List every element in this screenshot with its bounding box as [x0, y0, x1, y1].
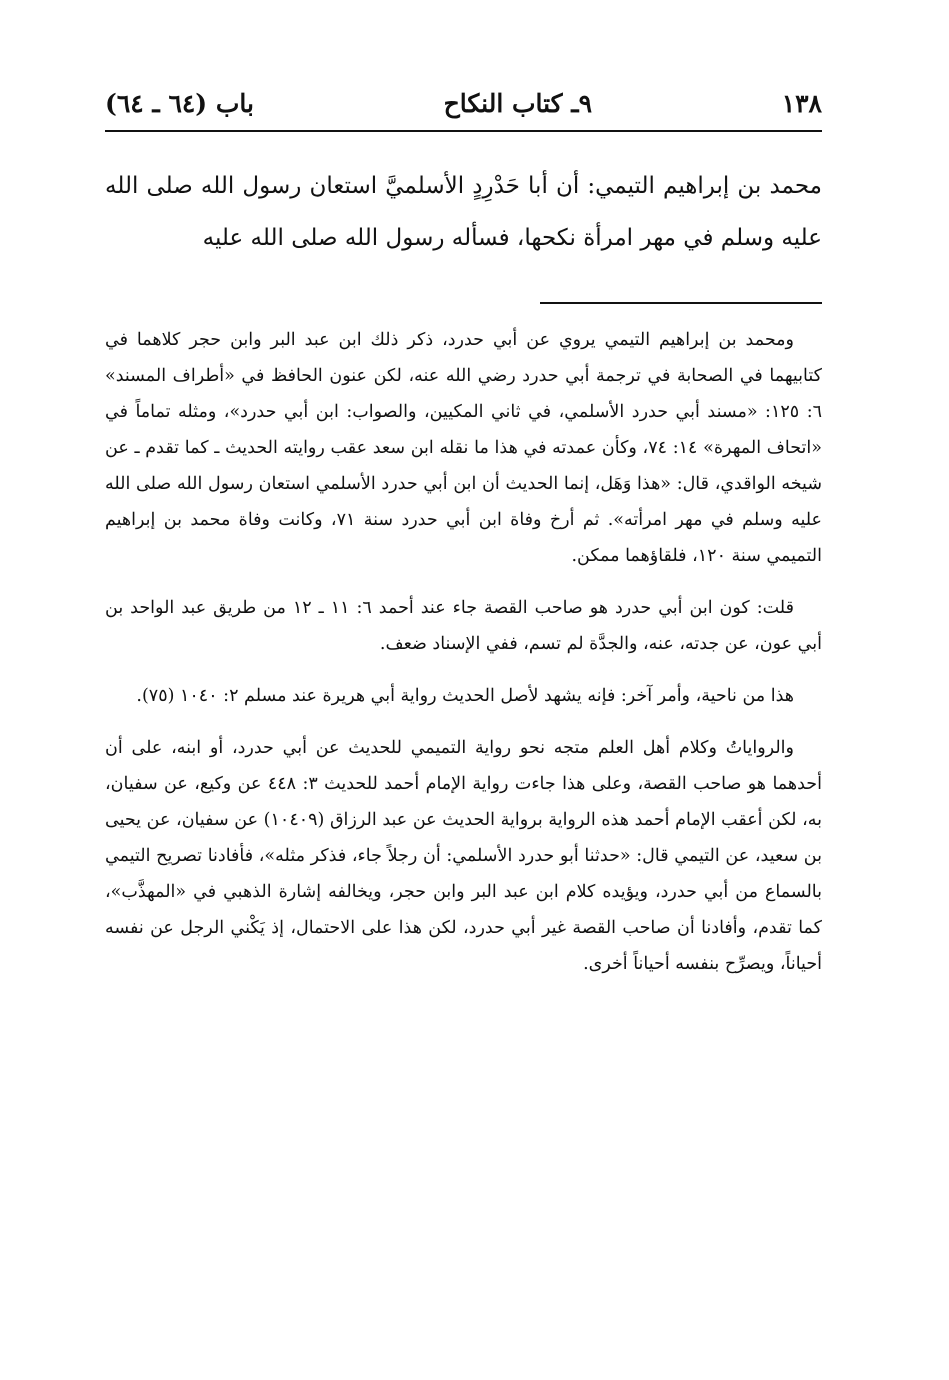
footnote-paragraph: هذا من ناحية، وأمر آخر: فإنه يشهد لأصل الحديث رواية أبي هريرة عند مسلم ٢: ١٠٤٠ (٧٥). — [136, 686, 794, 706]
main-paragraph: محمد بن إبراهيم التيمي: أن أبا حَدْرِدٍ الأسلميَّ استعان رسول الله صلى الله عليه وسلم في مهر امرأة نكحها، فسأله رسول الله صلى الله عليه — [105, 173, 822, 251]
page-header — [105, 82, 822, 124]
chapter-title: ٩ـ كتاب النكاح — [443, 88, 593, 118]
section-reference: باب (٦٤ ـ ٦٤) — [105, 88, 254, 118]
footnote-divider — [540, 302, 822, 304]
footnotes-section — [105, 322, 822, 998]
main-text — [105, 160, 822, 264]
footnote-paragraph: قلت: كون ابن أبي حدرد هو صاحب القصة جاء عند أحمد ٦: ١١ ـ ١٢ من طريق عبد الواحد بن أبي عون، عن جدته، عنه، والجدَّة لم تسم، ففي الإسناد ضعف. — [105, 598, 822, 654]
footnote-paragraph: ومحمد بن إبراهيم التيمي يروي عن أبي حدرد، ذكر ذلك ابن عبد البر وابن حجر كلاهما في كتابيهما في الصحابة في ترجمة أبي حدرد رضي الله عنه، لكن عنون الحافظ في «أطراف المسند» ٦: ١٢٥: «مسند أبي حدرد الأسلمي، في ثاني المكيين، والصواب: ابن أبي حدرد»، ومثله تماماً في «اتحاف المهرة» ١٤: ٧٤، وكأن عمدته في هذا ما نقله ابن سعد عقب روايته الحديث ـ كما تقدم ـ عن شيخه الواقدي، قال: «هذا وَهَل، إنما الحديث أن ابن أبي حدرد الأسلمي استعان رسول الله صلى الله عليه وسلم في مهر امرأته». ثم أرخ وفاة ابن أبي حدرد سنة ٧١، وكانت وفاة محمد بن إبراهيم التميمي سنة ١٢٠، فلقاؤهما ممكن. — [105, 330, 822, 566]
footnote-paragraph: والرواياتُ وكلام أهل العلم متجه نحو رواية التميمي للحديث عن أبي حدرد، أو ابنه، على أن أحدهما هو صاحب القصة، وعلى هذا جاءت رواية الإمام أحمد للحديث ٣: ٤٤٨ عن وكيع، عن سفيان، به، لكن أعقب الإمام أحمد هذه الرواية برواية الحديث عن عبد الرزاق (١٠٤٠٩) عن سفيان، عن يحيى بن سعيد، عن التيمي قال: «حدثنا أبو حدرد الأسلمي: أن رجلاً جاء، فذكر مثله»، فأفادنا تصريح التيمي بالسماع من أبي حدرد، ويؤيده كلام ابن عبد البر وابن حجر، ويخالفه إشارة الذهبي في «المهذَّب»، كما تقدم، وأفادنا أن صاحب القصة غير أبي حدرد، لكن هذا على الاحتمال، إذ يَكْني الرجل عن نفسه أحياناً، ويصرِّح بنفسه أحياناً أخرى. — [105, 738, 822, 974]
page-number: ١٣٨ — [781, 88, 822, 118]
header-divider — [105, 130, 822, 132]
